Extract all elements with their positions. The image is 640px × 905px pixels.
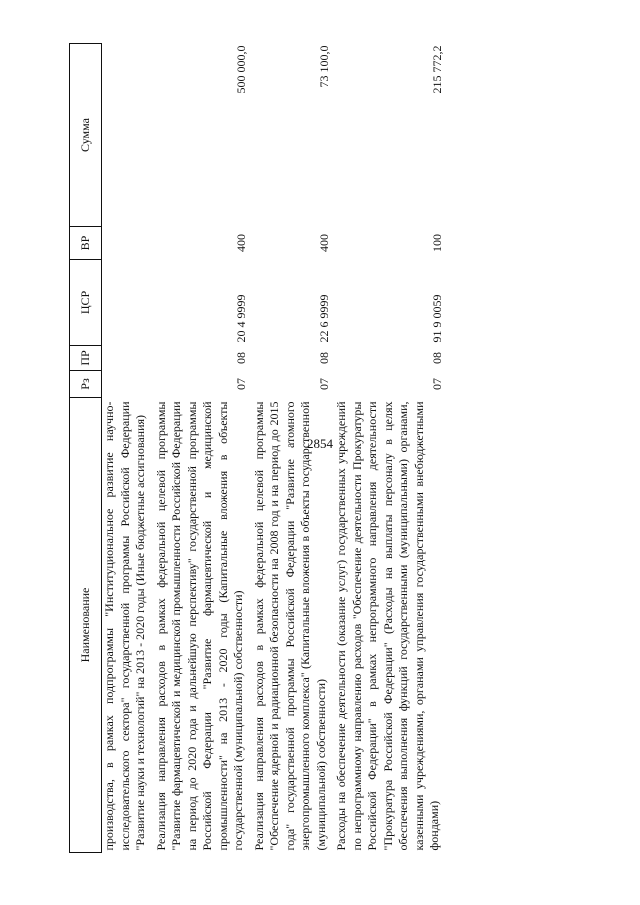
row-csr: 22 6 9999 — [316, 294, 331, 343]
header-rz: Рз — [70, 371, 102, 398]
table-row — [102, 44, 153, 853]
row-sum: 500 000,0 — [234, 45, 248, 94]
header-name: Наименование — [70, 398, 102, 853]
row-sum — [102, 44, 153, 227]
row-vr: 400 — [234, 234, 248, 252]
row-pr: 08 — [234, 352, 248, 364]
row-name: Реализация направления расходов в рамках федеральной целевой программы "Развитие фармацевтической и медицинской промышленности Российской Федерации на период до 2020 года и дальнейшую перспективу" государственной программы Российской Федерации "Развитие фармацевтической и медицинской промышленности" на 2013 - 2020 годы (Капитальные вложения в объекты государственной (муниципальной) собственности) — [153, 401, 245, 851]
row-vr: 100 — [430, 234, 444, 252]
row-sum: 73 100,0 — [316, 45, 331, 88]
row-sum: 215 772,2 — [430, 45, 444, 94]
row-name: Реализация направления расходов в рамках федеральной целевой программы "Обеспечение ядерной и радиационной безопасности на 2008 год и на период до 2015 года" государственной программы Российской Федерации "Развитие атомного энергопромышленного комплекса" (Капитальные вложения в объекты государственной (муниципальной) собственности) — [251, 401, 328, 851]
row-pr: 08 — [316, 352, 331, 364]
row-rz: 07 — [430, 378, 444, 390]
table-row — [153, 44, 251, 853]
budget-table — [69, 43, 447, 853]
row-csr — [102, 260, 153, 346]
header-sum: Сумма — [70, 44, 102, 227]
row-rz: 07 — [316, 378, 331, 390]
table-header-row — [70, 44, 102, 853]
row-pr — [102, 346, 153, 371]
row-vr — [102, 227, 153, 260]
header-pr: ПР — [70, 346, 102, 371]
page-number: 2854 — [307, 436, 333, 451]
row-name: Расходы на обеспечение деятельности (оказание услуг) государственных учреждений по непрограммному направлению расходов "Обеспечение деятельности Прокуратуры Российской Федерации" в рамках непрограммного направления деятельности "Прокуратура Российской Федерации" (Расходы на выплаты персоналу в целях обеспечения выполнения функций государственными (муниципальными) органами, казенными учреждениями, органами управления государственными внебюджетными фондами) — [334, 401, 441, 851]
header-vr: ВР — [70, 227, 102, 260]
header-csr: ЦСР — [70, 260, 102, 346]
row-vr: 400 — [316, 234, 331, 252]
rotated-page — [69, 44, 583, 853]
row-rz — [102, 371, 153, 398]
row-csr: 20 4 9999 — [234, 294, 248, 343]
row-name: производства, в рамках подпрограммы "Институциональное развитие научно-исследовательского сектора" государственной программы Российской Федерации "Развитие науки и технологий" на 2013 - 2020 годы (Иные бюджетные ассигнования) — [102, 401, 147, 851]
table-row — [251, 44, 334, 853]
table-row — [333, 44, 447, 853]
row-pr: 08 — [430, 352, 444, 364]
row-rz: 07 — [234, 378, 248, 390]
row-csr: 91 9 0059 — [430, 294, 444, 343]
